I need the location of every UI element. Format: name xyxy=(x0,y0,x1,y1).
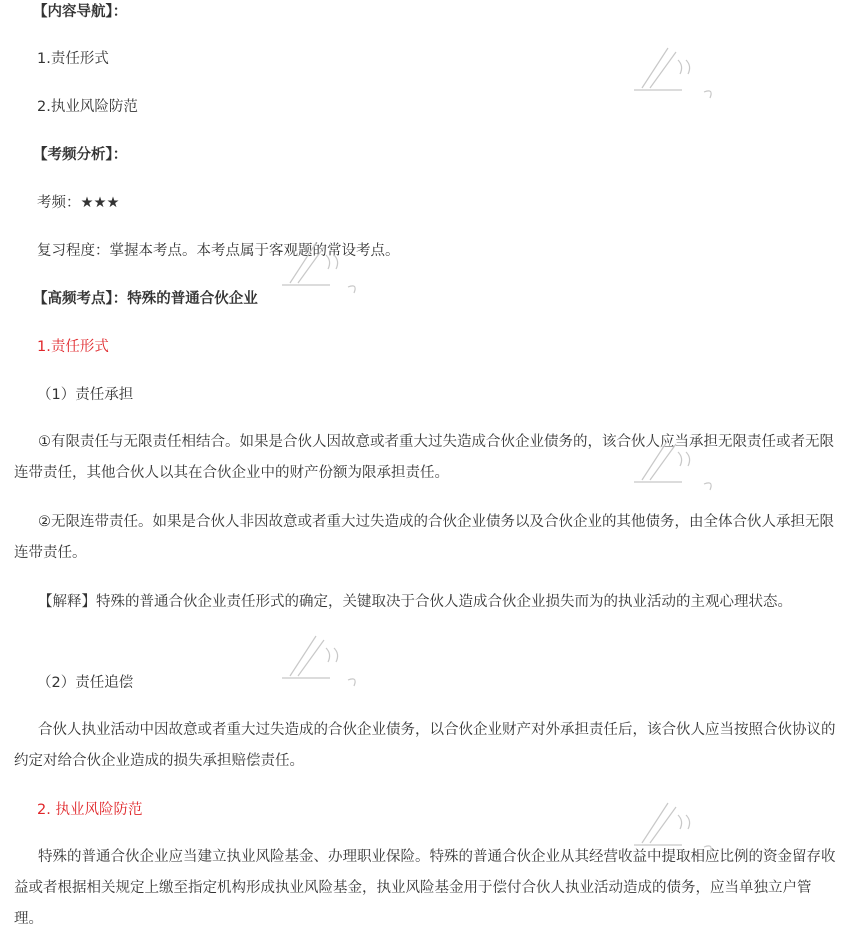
nav-heading: 【内容导航】： xyxy=(33,4,128,20)
section1-explanation: 【解释】特殊的普通合伙企业责任形式的确定，关键取决于合伙人造成合伙企业损失而为的执业活动的主观心理状态。 xyxy=(38,594,792,610)
section2-paragraph-1: 特殊的普通合伙企业应当建立执业风险基金、办理职业保险。特殊的普通合伙企业从其经营收益中提取相应比例的资金留存收益或者根据相关规定上缴至指定机构形成执业风险基金，执业风险基金用于偿付合伙人执业活动造成的债务，应当单独立户管理。 xyxy=(14,849,836,927)
section1-sub1: （1）责任承担 xyxy=(37,387,134,403)
watermark-mark xyxy=(630,432,720,502)
section1-sub2: （2）责任追偿 xyxy=(37,675,134,691)
watermark-mark xyxy=(630,795,720,865)
nav-item-2: 2.执业风险防范 xyxy=(37,99,138,115)
section1-paragraph-2: ②无限连带责任。如果是合伙人非因故意或者重大过失造成的合伙企业债务以及合伙企业的其他债务，由全体合伙人承担无限连带责任。 xyxy=(14,514,834,561)
nav-item-1: 1.责任形式 xyxy=(37,51,109,67)
watermark-mark xyxy=(278,235,368,305)
watermark-mark xyxy=(278,628,368,698)
frequency-text: 考频：★★★ xyxy=(37,195,120,211)
section1-paragraph-4: 合伙人执业活动中因故意或者重大过失造成的合伙企业债务，以合伙企业财产对外承担责任后，该合伙人应当按照合伙协议的约定对给合伙企业造成的损失承担赔偿责任。 xyxy=(14,722,836,769)
section2-title: 2. 执业风险防范 xyxy=(37,802,143,818)
analysis-heading: 【考频分析】： xyxy=(33,147,128,163)
watermark-mark xyxy=(630,40,720,110)
focus-heading: 【高频考点】：特殊的普通合伙企业 xyxy=(33,291,258,307)
review-text: 复习程度：掌握本考点。本考点属于客观题的常设考点。 xyxy=(37,243,400,259)
section1-paragraph-1: ①有限责任与无限责任相结合。如果是合伙人因故意或者重大过失造成合伙企业债务的，该合伙人应当承担无限责任或者无限连带责任，其他合伙人以其在合伙企业中的财产份额为限承担责任。 xyxy=(14,434,834,481)
section1-title: 1.责任形式 xyxy=(37,339,109,355)
